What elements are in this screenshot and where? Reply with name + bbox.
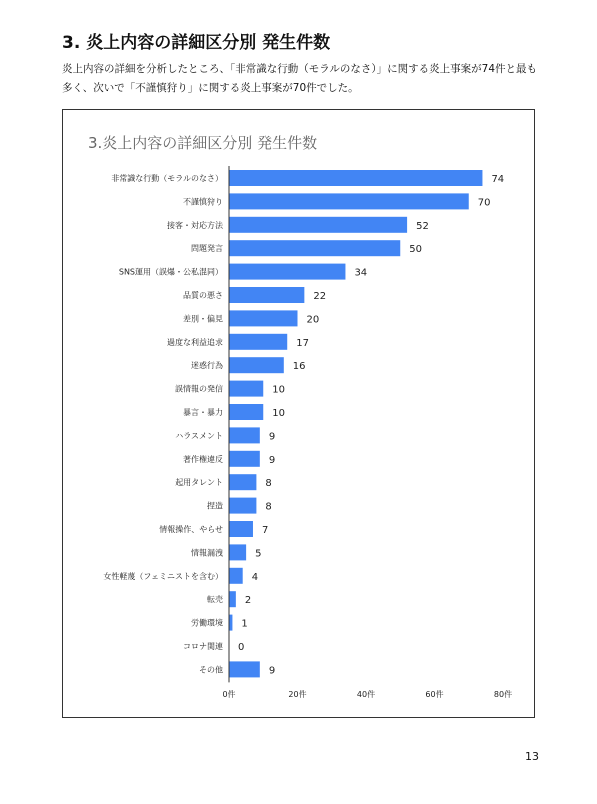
data-label: 5: [255, 548, 262, 560]
category-label: 過度な利益追求: [167, 337, 223, 347]
category-label: SNS運用（誤爆・公私混同）: [118, 267, 223, 277]
bar: [229, 217, 407, 233]
category-label: 非常識な行動（モラルのなさ）: [111, 174, 223, 183]
bar: [229, 334, 287, 350]
category-label: 誤情報の発信: [175, 384, 223, 394]
data-label: 2: [244, 595, 252, 607]
x-tick-label: 0件: [222, 690, 236, 699]
page-number: 13: [525, 750, 539, 763]
bar: [229, 357, 284, 373]
bar: [229, 498, 256, 514]
category-label: 女性軽蔑（フェミニストを含む）: [103, 571, 223, 581]
data-label: 4: [251, 571, 259, 583]
data-label: 52: [416, 220, 429, 232]
chart-title: 3.炎上内容の詳細区分別 発生件数: [88, 134, 318, 152]
data-label: 50: [409, 244, 422, 256]
bar: [229, 661, 260, 677]
data-label: 9: [268, 665, 276, 677]
data-label: 9: [268, 454, 276, 466]
summary-line-2: 多く、次いで「不謹慎狩り」に関する炎上事案が70件でした。: [62, 82, 359, 94]
bar: [229, 615, 232, 631]
category-label: 品質の悪さ: [183, 291, 223, 300]
data-label: 16: [292, 361, 306, 373]
page-heading: 3. 炎上内容の詳細区分別 発生件数: [62, 33, 331, 53]
bar: [229, 521, 253, 537]
category-label: 転売: [207, 595, 223, 605]
data-label: 22: [313, 291, 327, 302]
category-label: 不謹慎狩り: [183, 197, 223, 207]
data-label: 8: [265, 501, 272, 513]
x-tick-label: 40件: [356, 690, 376, 699]
bar: [229, 591, 236, 607]
category-label: 情報漏洩: [191, 548, 223, 558]
bar: [229, 544, 246, 560]
bar: [229, 404, 263, 420]
data-label: 34: [354, 267, 368, 279]
bar: [229, 287, 304, 303]
category-label: 著作権違反: [183, 454, 223, 464]
bar: [229, 170, 482, 186]
bar: [229, 427, 260, 443]
category-label: 捏造: [207, 501, 223, 511]
category-label: 接客・対応方法: [167, 220, 223, 230]
data-label: 74: [491, 174, 505, 185]
data-label: 7: [261, 525, 269, 536]
data-label: 17: [296, 337, 309, 349]
bar: [229, 474, 256, 490]
bar: [229, 264, 345, 280]
data-label: 10: [272, 408, 285, 419]
data-label: 70: [477, 197, 491, 209]
data-label: 9: [268, 431, 276, 443]
data-label: 8: [265, 478, 272, 490]
category-label: ハラスメント: [175, 431, 223, 441]
bar: [229, 451, 260, 467]
category-label: 迷惑行為: [191, 361, 223, 371]
bar: [229, 193, 469, 209]
category-label: 起用タレント: [175, 478, 223, 488]
data-label: 0: [238, 642, 245, 653]
category-label: 問題発言: [191, 244, 223, 254]
x-tick-label: 20件: [288, 690, 307, 699]
bar: [229, 240, 400, 256]
bar: [229, 310, 298, 326]
data-label: 20: [306, 314, 320, 326]
category-label: 情報操作、やらせ: [159, 525, 223, 534]
bar: [229, 568, 243, 584]
summary-line-1: 炎上内容の詳細を分析したところ、「非常識な行動（モラルのなさ）」に関する炎上事案が74件と最も: [62, 63, 538, 75]
category-label: その他: [199, 665, 223, 675]
data-label: 1: [241, 618, 248, 630]
bar: [229, 381, 263, 397]
data-label: 10: [272, 384, 285, 396]
category-label: 労働環境: [191, 618, 223, 628]
category-label: コロナ関連: [183, 642, 223, 651]
category-label: 差別・偏見: [183, 314, 223, 324]
x-tick-label: 60件: [425, 690, 444, 699]
category-label: 暴言・暴力: [183, 408, 223, 417]
x-tick-label: 80件: [493, 690, 513, 699]
